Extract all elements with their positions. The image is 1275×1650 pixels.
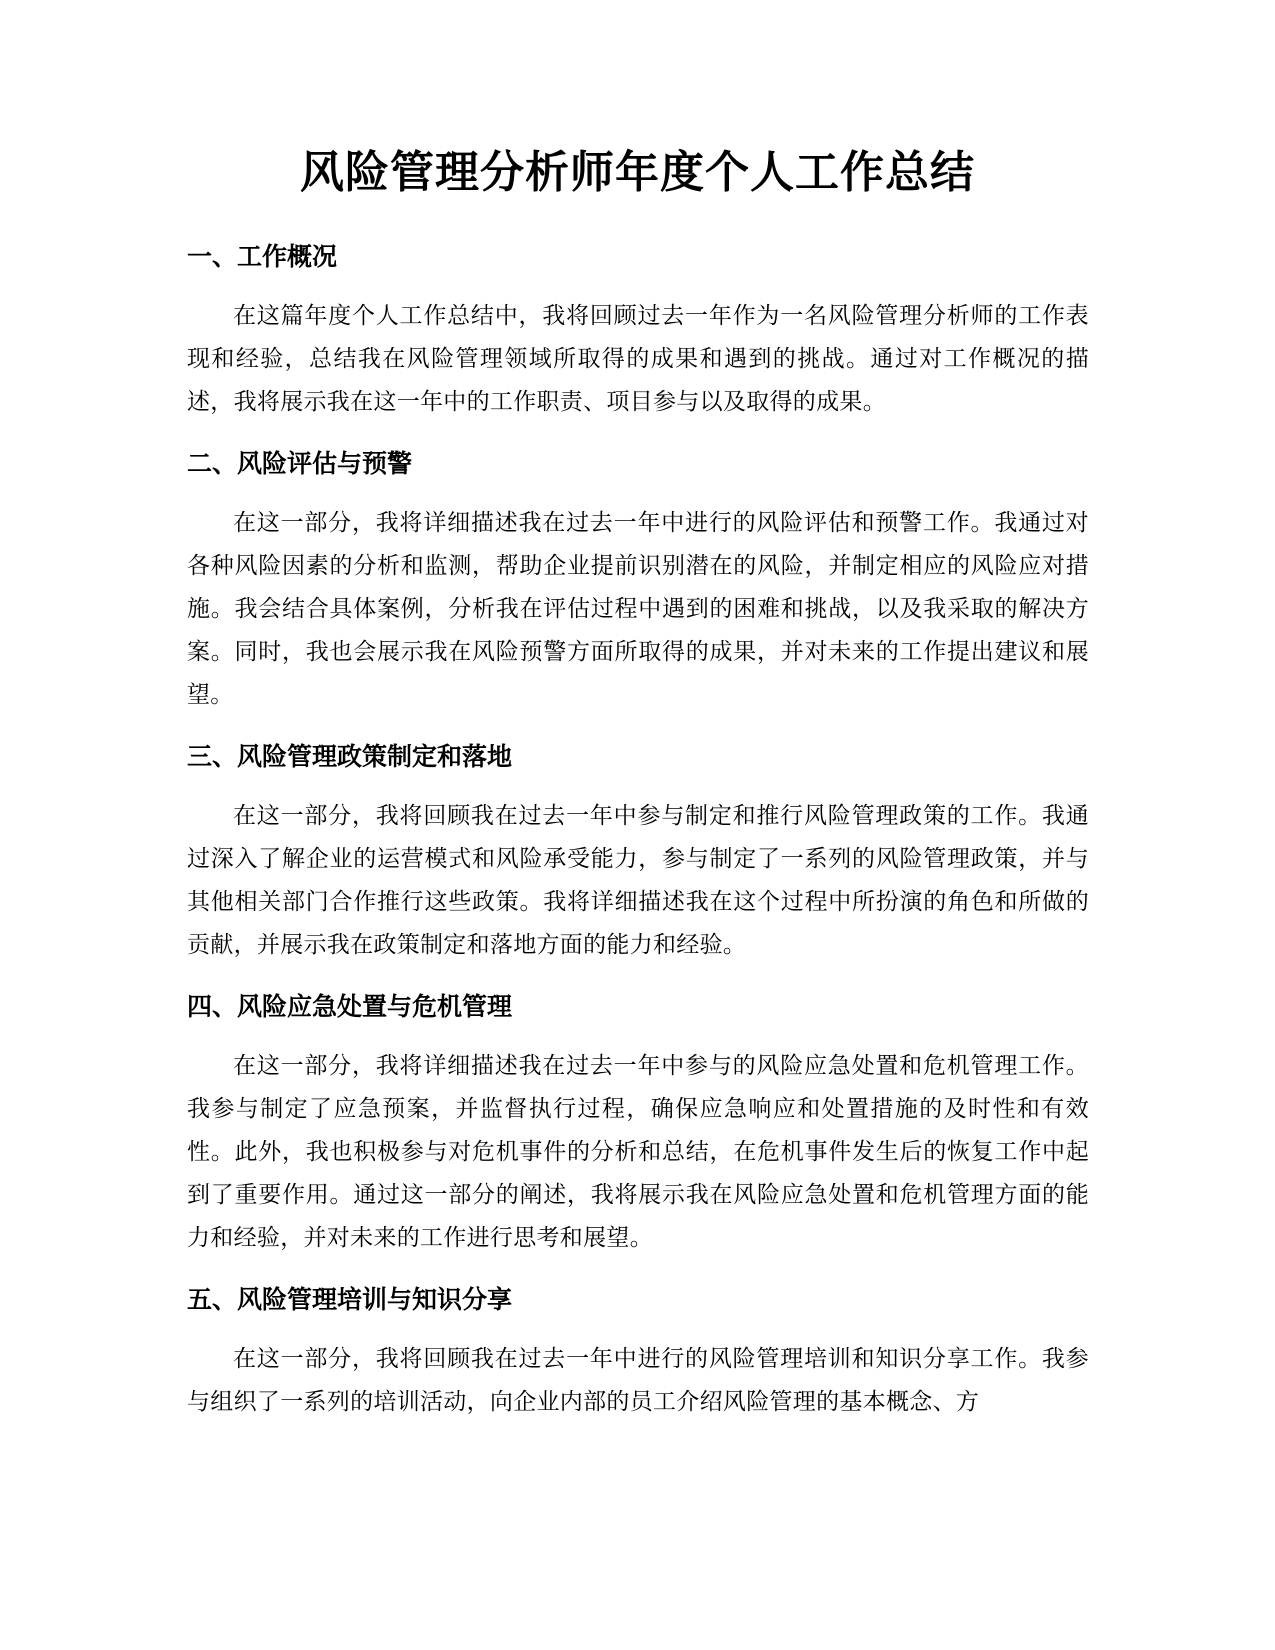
section-heading: 五、风险管理培训与知识分享: [187, 1285, 513, 1314]
section-emergency-crisis: [187, 987, 1089, 1260]
section-policy: [187, 737, 1089, 967]
section-heading: 四、风险应急处置与危机管理: [187, 992, 513, 1021]
document-body: [187, 237, 1089, 1444]
section-paragraph: 在这一部分，我将详细描述我在过去一年中参与的风险应急处置和危机管理工作。我参与制定了应急预案，并监督执行过程，确保应急响应和处置措施的及时性和有效性。此外，我也积极参与对危机事件的分析和总结，在危机事件发生后的恢复工作中起到了重要作用。通过这一部分的阐述，我将展示我在风险应急处置和危机管理方面的能力和经验，并对未来的工作进行思考和展望。: [187, 1053, 1089, 1251]
section-heading: 三、风险管理政策制定和落地: [187, 742, 513, 771]
section-paragraph: 在这一部分，我将回顾我在过去一年中进行的风险管理培训和知识分享工作。我参与组织了一系列的培训活动，向企业内部的员工介绍风险管理的基本概念、方: [187, 1346, 1089, 1415]
section-paragraph: 在这篇年度个人工作总结中，我将回顾过去一年作为一名风险管理分析师的工作表现和经验，总结我在风险管理领域所取得的成果和遇到的挑战。通过对工作概况的描述，我将展示我在这一年中的工作职责、项目参与以及取得的成果。: [187, 303, 1089, 415]
section-risk-assessment: [187, 444, 1089, 717]
section-training-sharing: [187, 1280, 1089, 1424]
section-paragraph: 在这一部分，我将详细描述我在过去一年中进行的风险评估和预警工作。我通过对各种风险因素的分析和监测，帮助企业提前识别潜在的风险，并制定相应的风险应对措施。我会结合具体案例，分析我在评估过程中遇到的困难和挑战，以及我采取的解决方案。同时，我也会展示我在风险预警方面所取得的成果，并对未来的工作提出建议和展望。: [187, 510, 1089, 708]
section-paragraph: 在这一部分，我将回顾我在过去一年中参与制定和推行风险管理政策的工作。我通过深入了解企业的运营模式和风险承受能力，参与制定了一系列的风险管理政策，并与其他相关部门合作推行这些政策。我将详细描述我在这个过程中所扮演的角色和所做的贡献，并展示我在政策制定和落地方面的能力和经验。: [187, 803, 1089, 958]
document-title: 风险管理分析师年度个人工作总结: [300, 147, 975, 198]
section-work-overview: [187, 237, 1089, 424]
section-heading: 二、风险评估与预警: [187, 449, 413, 478]
section-heading: 一、工作概况: [187, 242, 338, 271]
